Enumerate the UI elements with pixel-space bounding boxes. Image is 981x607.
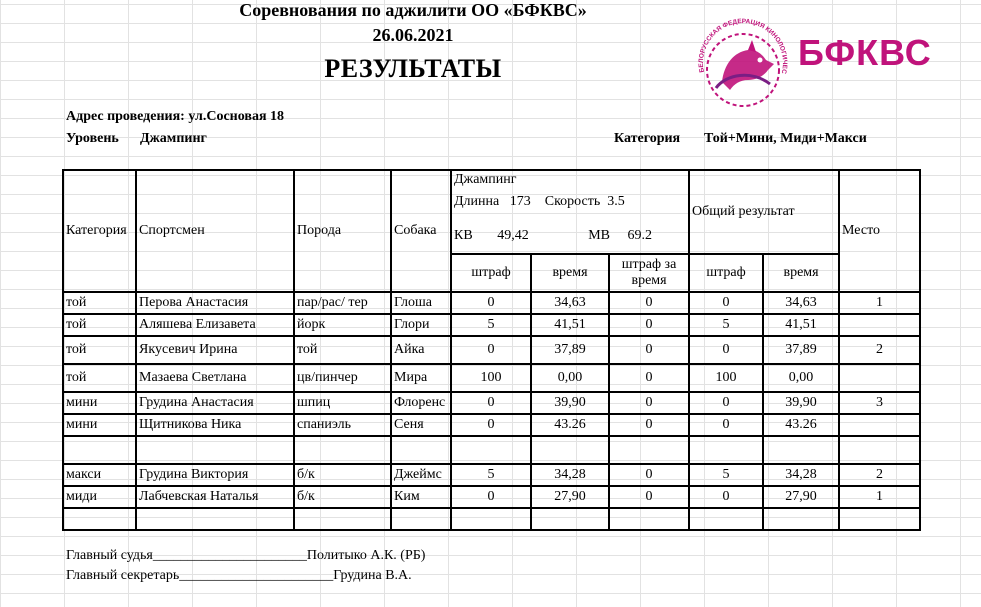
- row-breed: б/к: [294, 464, 391, 486]
- chief-secretary-line: Главный секретарь______________________Грудина В.А.: [66, 568, 412, 583]
- venue-address: Адрес проведения: ул.Сосновая 18: [66, 109, 285, 124]
- row-time: [531, 436, 609, 464]
- header-time: время: [531, 254, 609, 292]
- row-dog: Айка: [391, 336, 451, 364]
- results-body: [63, 292, 920, 530]
- header-overall: Общий результат: [689, 170, 839, 254]
- results-heading: РЕЗУЛЬТАТЫ: [324, 54, 502, 83]
- row-overall-time: 43.26: [763, 414, 839, 436]
- row-place: 2: [839, 336, 920, 364]
- row-overall-penalty: 5: [689, 314, 763, 336]
- row-time: [531, 508, 609, 530]
- row-time: 27,90: [531, 486, 609, 508]
- row-time-penalty: [609, 436, 689, 464]
- row-time: 34,63: [531, 292, 609, 314]
- row-athlete: Щитникова Ника: [136, 414, 294, 436]
- row-athlete: Лабчевская Наталья: [136, 486, 294, 508]
- row-dog: Мира: [391, 364, 451, 392]
- row-place: [839, 508, 920, 530]
- row-time-penalty: 0: [609, 464, 689, 486]
- row-overall-penalty: [689, 508, 763, 530]
- row-athlete: Перова Анастасия: [136, 292, 294, 314]
- row-category: макси: [63, 464, 136, 486]
- header-overall-time: время: [763, 254, 839, 292]
- header-breed: Порода: [294, 170, 391, 292]
- row-overall-time: 34,28: [763, 464, 839, 486]
- table-row: [63, 314, 920, 336]
- table-row: [63, 508, 920, 530]
- table-row: [63, 336, 920, 364]
- row-breed: пар/рас/ тер: [294, 292, 391, 314]
- row-dog: Флоренс: [391, 392, 451, 414]
- row-dog: Сеня: [391, 414, 451, 436]
- row-breed: цв/пинчер: [294, 364, 391, 392]
- row-penalty: 5: [451, 464, 531, 486]
- course-params: [454, 189, 686, 215]
- row-overall-penalty: 100: [689, 364, 763, 392]
- competition-title: Соревнования по аджилити ОО «БФКВС»: [239, 0, 587, 20]
- bfkvs-logo: [690, 14, 935, 110]
- row-overall-penalty: 0: [689, 292, 763, 314]
- jumping-label: Джампинг: [454, 172, 517, 187]
- row-penalty: 0: [451, 336, 531, 364]
- row-time: 0,00: [531, 364, 609, 392]
- competition-date: 26.06.2021: [372, 25, 454, 45]
- results-table: [62, 169, 921, 531]
- row-time: 43.26: [531, 414, 609, 436]
- row-overall-time: 0,00: [763, 364, 839, 392]
- row-overall-time: [763, 508, 839, 530]
- row-overall-penalty: 0: [689, 486, 763, 508]
- row-overall-penalty: 0: [689, 392, 763, 414]
- kv-label: КВ: [454, 228, 473, 243]
- header-jumping: [451, 170, 689, 254]
- row-athlete: Грудина Виктория: [136, 464, 294, 486]
- row-overall-time: [763, 436, 839, 464]
- row-overall-time: 37,89: [763, 336, 839, 364]
- row-category: [63, 508, 136, 530]
- table-row: [63, 392, 920, 414]
- row-time-penalty: 0: [609, 486, 689, 508]
- row-breed: шпиц: [294, 392, 391, 414]
- row-breed: [294, 436, 391, 464]
- row-breed: б/к: [294, 486, 391, 508]
- category-value: Той+Мини, Миди+Макси: [704, 131, 867, 146]
- length-value: 173: [509, 194, 531, 209]
- header-place: Место: [839, 170, 920, 292]
- row-athlete: Грудина Анастасия: [136, 392, 294, 414]
- row-athlete: [136, 436, 294, 464]
- row-breed: той: [294, 336, 391, 364]
- row-athlete: Мазаева Светлана: [136, 364, 294, 392]
- table-row: [63, 464, 920, 486]
- level-label: Уровень: [66, 131, 119, 146]
- row-overall-time: 27,90: [763, 486, 839, 508]
- logo-wordmark: БФКВС: [798, 32, 932, 73]
- row-overall-penalty: [689, 436, 763, 464]
- row-place: 1: [839, 486, 920, 508]
- row-penalty: 100: [451, 364, 531, 392]
- row-time: 34,28: [531, 464, 609, 486]
- table-row: [63, 436, 920, 464]
- row-time-penalty: 0: [609, 336, 689, 364]
- mv-label: МВ: [588, 228, 610, 243]
- row-category: той: [63, 314, 136, 336]
- time-limits: [454, 219, 686, 253]
- row-penalty: 0: [451, 486, 531, 508]
- length-label: Длинна: [454, 194, 500, 209]
- row-penalty: 0: [451, 414, 531, 436]
- header-overall-penalty: штраф: [689, 254, 763, 292]
- level-value: Джампинг: [140, 131, 207, 146]
- row-athlete: Аляшева Елизавета: [136, 314, 294, 336]
- row-penalty: 0: [451, 392, 531, 414]
- row-category: мини: [63, 392, 136, 414]
- chief-judge-line: Главный судья______________________Политыко А.К. (РБ): [66, 548, 426, 563]
- table-row: [63, 486, 920, 508]
- row-dog: Глоша: [391, 292, 451, 314]
- row-time: 37,89: [531, 336, 609, 364]
- row-breed: спаниэль: [294, 414, 391, 436]
- row-dog: [391, 508, 451, 530]
- row-category: мини: [63, 414, 136, 436]
- row-place: [839, 314, 920, 336]
- header-athlete: Спортсмен: [136, 170, 294, 292]
- row-time-penalty: 0: [609, 364, 689, 392]
- row-time-penalty: 0: [609, 414, 689, 436]
- row-overall-time: 41,51: [763, 314, 839, 336]
- row-place: [839, 364, 920, 392]
- row-overall-time: 39,90: [763, 392, 839, 414]
- row-place: [839, 414, 920, 436]
- mv-value: 69.2: [627, 228, 652, 243]
- row-penalty: [451, 508, 531, 530]
- table-row: [63, 364, 920, 392]
- row-category: той: [63, 364, 136, 392]
- kv-value: 49,42: [497, 228, 529, 243]
- row-overall-penalty: 5: [689, 464, 763, 486]
- row-time-penalty: 0: [609, 292, 689, 314]
- row-athlete: Якусевич Ирина: [136, 336, 294, 364]
- row-place: 1: [839, 292, 920, 314]
- table-row: [63, 414, 920, 436]
- row-time-penalty: 0: [609, 314, 689, 336]
- row-dog: [391, 436, 451, 464]
- row-penalty: [451, 436, 531, 464]
- row-place: [839, 436, 920, 464]
- row-athlete: [136, 508, 294, 530]
- row-breed: [294, 508, 391, 530]
- row-dog: Глори: [391, 314, 451, 336]
- row-overall-penalty: 0: [689, 414, 763, 436]
- row-time: 41,51: [531, 314, 609, 336]
- row-time: 39,90: [531, 392, 609, 414]
- row-penalty: 0: [451, 292, 531, 314]
- table-row: [63, 292, 920, 314]
- row-category: той: [63, 336, 136, 364]
- row-dog: Ким: [391, 486, 451, 508]
- speed-value: 3.5: [607, 194, 625, 209]
- dog-emblem-icon: [690, 14, 795, 110]
- header-dog: Собака: [391, 170, 451, 292]
- row-category: той: [63, 292, 136, 314]
- speed-label: Скорость: [544, 194, 601, 209]
- row-category: [63, 436, 136, 464]
- row-category: миди: [63, 486, 136, 508]
- header-category: Категория: [63, 170, 136, 292]
- row-time-penalty: 0: [609, 392, 689, 414]
- header-time-penalty: штраф за время: [609, 254, 689, 292]
- row-overall-penalty: 0: [689, 336, 763, 364]
- row-time-penalty: [609, 508, 689, 530]
- row-breed: йорк: [294, 314, 391, 336]
- header-penalty: штраф: [451, 254, 531, 292]
- row-dog: Джеймс: [391, 464, 451, 486]
- row-place: 2: [839, 464, 920, 486]
- logo-arc-text: БЕЛОРУССКАЯ ФЕДЕРАЦИЯ КИНОЛОГИЧЕС: [697, 18, 789, 75]
- row-place: 3: [839, 392, 920, 414]
- category-label: Категория: [614, 131, 681, 146]
- row-penalty: 5: [451, 314, 531, 336]
- row-overall-time: 34,63: [763, 292, 839, 314]
